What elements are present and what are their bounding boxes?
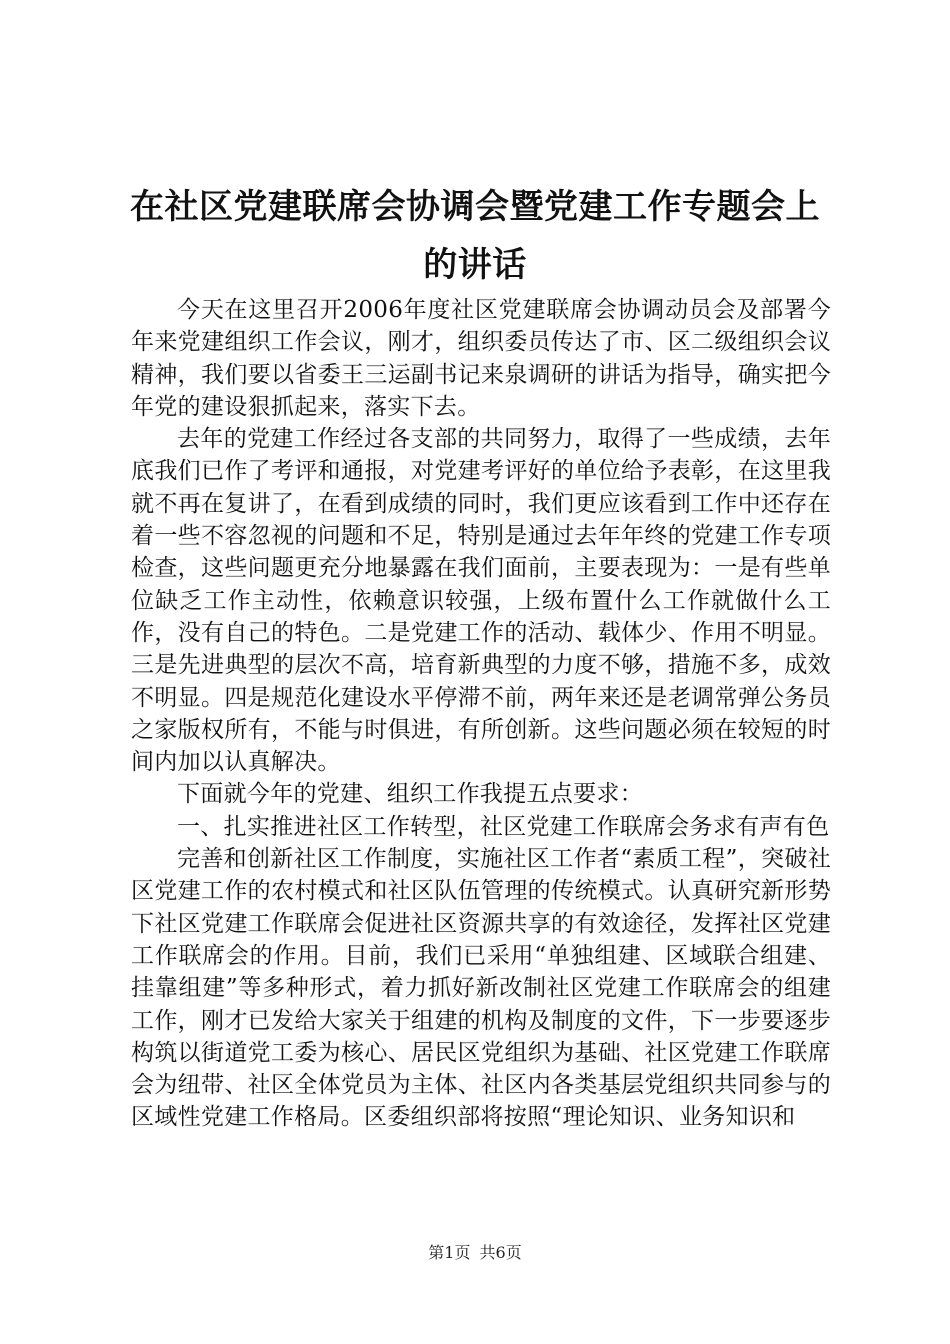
document-body (131, 294, 831, 1134)
page-footer (0, 1240, 950, 1263)
paragraph-section-body-1: 完善和创新社区工作制度，实施社区工作者“素质工程”，突破社区党建工作的农村模式和社区队伍管理的传统模式。认真研究新形势下社区党建工作联席会促进社区资源共享的有效途径，发挥社区党建工作联席会的作用。目前，我们已采用“单独组建、区域联合组建、挂靠组建”等多种形式，着力抓好新改制社区党建工作联席会的组建工作，刚才已发给大家关于组建的机构及制度的文件，下一步要逐步构筑以街道党工委为核心、居民区党组织为基础、社区党建工作联席会为纽带、社区全体党员为主体、社区内各类基层党组织共同参与的区域性党建工作格局。区委组织部将按照“理论知识、业务知识和 (131, 846, 831, 1131)
paragraph-requirements-intro: 下面就今年的党建、组织工作我提五点要求： (177, 781, 643, 808)
paragraph-review: 去年的党建工作经过各支部的共同努力，取得了一些成绩，去年底我们已作了考评和通报，对党建考评好的单位给予表彰，在这里我就不再在复讲了，在看到成绩的同时，我们更应该看到工作中还存在着一些不容忽视的问题和不足，特别是通过去年年终的党建工作专项检查，这些问题更充分地暴露在我们面前，主要表现为：一是有些单位缺乏工作主动性，依赖意识较强，上级布置什么工作就做什么工作，没有自己的特色。二是党建工作的活动、载体少、作用不明显。三是先进典型的层次不高，培育新典型的力度不够，措施不多，成效不明显。四是规范化建设水平停滞不前，两年来还是老调常弹公务员之家版权所有，不能与时俱进，有所创新。这些问题必须在较短的时间内加以认真解决。 (131, 426, 831, 776)
paragraph-section-heading-1: 一、扎实推进社区工作转型，社区党建工作联席会务求有声有色 (177, 813, 830, 840)
page-total: 共6页 (479, 1243, 522, 1262)
document-title: 在社区党建联席会协调会暨党建工作专题会上的讲话 (130, 187, 820, 285)
page-number: 第1页 (428, 1243, 471, 1262)
paragraph-intro: 今天在这里召开2006年度社区党建联席会协调动员会及部署今年来党建组织工作会议，刚才，组织委员传达了市、区二级组织会议精神，我们要以省委王三运副书记来泉调研的讲话为指导，确实把今年党的建设狠抓起来，落实下去。 (131, 297, 831, 420)
